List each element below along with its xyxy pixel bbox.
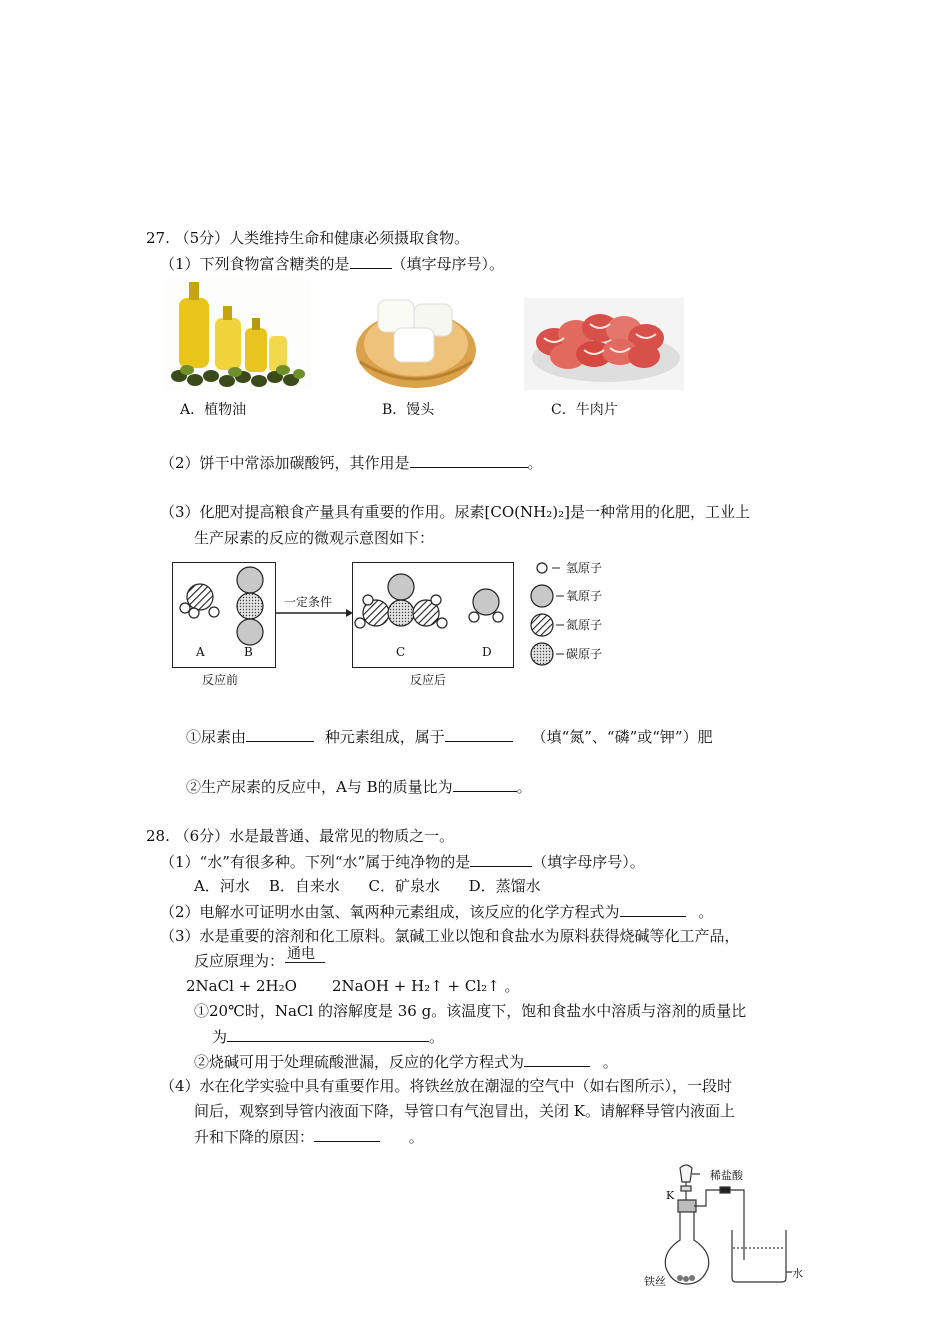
equation-right: 2NaOH + H₂↑ + Cl₂↑ 。 xyxy=(332,977,520,995)
arrow-condition-label: 一定条件 xyxy=(284,595,333,609)
electrolysis-condition: 通电 xyxy=(287,946,315,962)
before-caption: 反应前 xyxy=(202,673,239,687)
q27-heading: 27. （5分）人类维持生命和健康必须摄取食物。 xyxy=(146,229,470,247)
q27-part1: （1）下列食物富含糖类的是 （填字母序号）。 xyxy=(160,255,505,273)
valve-k-label: K xyxy=(666,1189,675,1202)
acid-label: 稀盐酸 xyxy=(710,1169,743,1182)
answer-blank[interactable] xyxy=(470,851,532,867)
q28-heading: 28. （6分）水是最普通、最常见的物质之一。 xyxy=(146,827,455,845)
molecule-d xyxy=(469,589,503,622)
q28-part3-line1: （3）水是重要的溶剂和化工原料。氯碱工业以饱和食盐水为原料获得烧碱等化工产品， xyxy=(160,927,740,945)
answer-blank[interactable] xyxy=(246,726,314,742)
q28-part1: （1）“水”有很多种。下列“水”属于纯净物的是 （填字母序号）。 xyxy=(160,853,645,871)
atom-legend xyxy=(531,563,564,665)
water-label: 水 xyxy=(792,1267,803,1280)
molecule-a xyxy=(180,584,219,618)
label-c: C xyxy=(396,645,406,659)
q28-part4-line1: （4）水在化学实验中具有重要作用。将铁丝放在潮湿的空气中（如右图所示），一段时 xyxy=(160,1077,733,1095)
answer-blank[interactable] xyxy=(453,776,517,792)
q27-part3-line1: （3）化肥对提高粮食产量具有重要的作用。尿素[CO(NH₂)₂]是一种常用的化肥，工业上 xyxy=(160,503,750,521)
q27-sub2: ②生产尿素的反应中，A与 B的质量比为 。 xyxy=(186,778,532,796)
q28-part4-line3: 升和下降的原因： 。 xyxy=(194,1128,424,1146)
answer-blank[interactable] xyxy=(410,452,528,468)
q27-part2: （2）饼干中常添加碳酸钙，其作用是 。 xyxy=(160,454,543,472)
vegetable-oil-image xyxy=(165,278,310,390)
legend-hydrogen: 氢原子 xyxy=(566,561,603,575)
legend-oxygen: 氧原子 xyxy=(566,589,603,603)
label-b: B xyxy=(244,645,253,659)
q28-sub1-line2: 为 。 xyxy=(212,1028,445,1046)
q28-part2: （2）电解水可证明水由氢、氧两种元素组成，该反应的化学方程式为 。 xyxy=(160,903,714,921)
answer-blank[interactable] xyxy=(445,726,513,742)
q27-part3-line2: 生产尿素的反应的微观示意图如下： xyxy=(194,529,435,547)
option-c-label: C．牛肉片 xyxy=(551,402,618,418)
condition-line xyxy=(285,962,325,963)
answer-blank[interactable] xyxy=(620,901,686,917)
legend-carbon: 碳原子 xyxy=(566,647,603,661)
after-caption: 反应后 xyxy=(410,673,447,687)
legend-nitrogen: 氮原子 xyxy=(566,618,603,632)
q28-sub2: ②烧碱可用于处理硫酸泄漏，反应的化学方程式为 。 xyxy=(194,1053,618,1071)
q28-part3-line2: 反应原理为： xyxy=(194,952,285,970)
q27-sub1: ①尿素由 种元素组成，属于 （填“氮”、“磷”或“钾”）肥 xyxy=(186,728,713,746)
molecule-b xyxy=(237,567,263,645)
option-b-label: B．馒头 xyxy=(382,402,435,418)
iron-wire-label: 铁丝 xyxy=(644,1275,666,1288)
answer-blank[interactable] xyxy=(524,1051,590,1067)
label-d: D xyxy=(482,645,492,659)
equation-left: 2NaCl + 2H₂O xyxy=(186,977,297,995)
option-a-label: A．植物油 xyxy=(180,402,247,418)
beef-slices-image xyxy=(524,298,684,390)
label-a: A xyxy=(196,645,205,659)
q28-part1-options: A．河水 B．自来水 C．矿泉水 D．蒸馏水 xyxy=(194,877,541,895)
q28-part4-line2: 间后，观察到导管内液面下降，导管口有气泡冒出，关闭 K。请解释导管内液面上 xyxy=(194,1102,735,1120)
steamed-buns-image xyxy=(354,292,478,390)
q28-sub1-line1: ①20℃时，NaCl 的溶解度是 36 g。该温度下，饱和食盐水中溶质与溶剂的质量比 xyxy=(194,1002,747,1020)
answer-blank[interactable] xyxy=(350,253,392,269)
molecule-c xyxy=(355,574,447,628)
answer-blank[interactable] xyxy=(314,1126,380,1142)
answer-blank[interactable] xyxy=(227,1026,429,1042)
